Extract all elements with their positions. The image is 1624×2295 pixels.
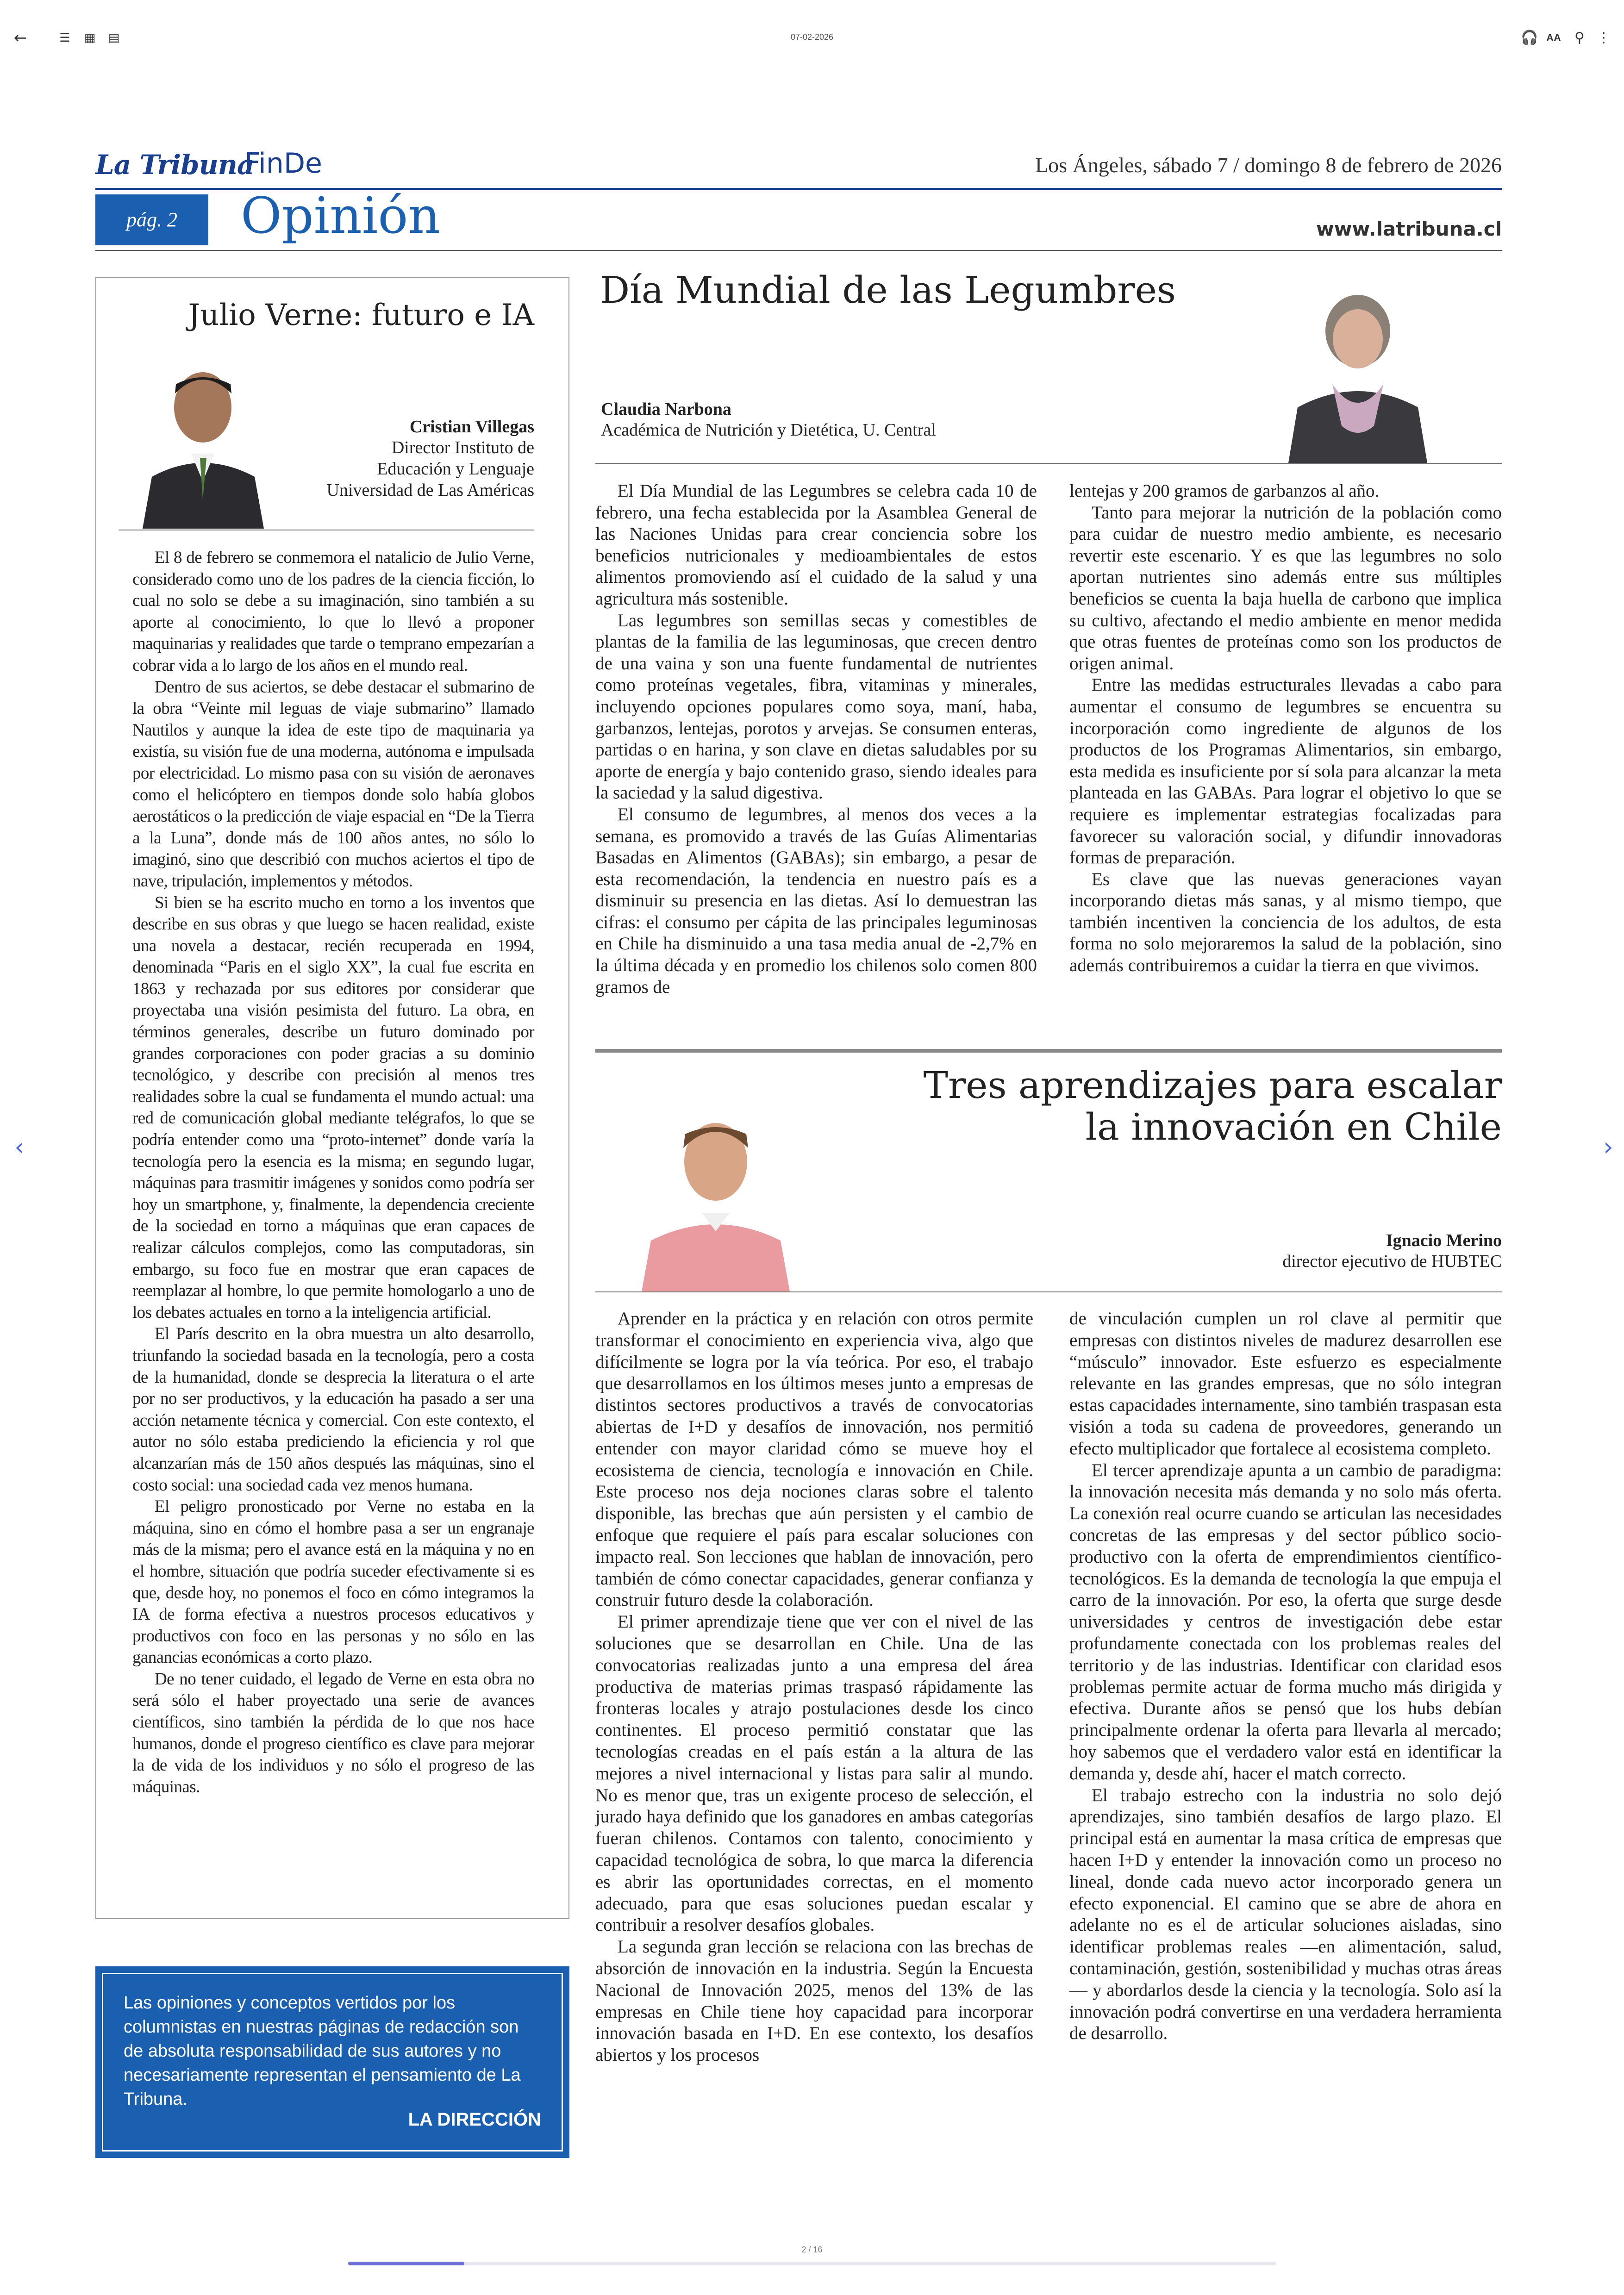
website: www.latribuna.cl: [1316, 218, 1502, 240]
previous-page-button[interactable]: ‹: [14, 1132, 25, 1161]
author-role: Académica de Nutrición y Dietética, U. Central: [601, 420, 936, 440]
article-body: [132, 547, 534, 1798]
author-byline: [1282, 1230, 1502, 1272]
paragraph: de vinculación cumplen un rol clave al permitir que empresas con distintos niveles de madurez desarrollen ese “músculo” innovador. Este esfuerzo es especialmente relevante en las grandes empresas, que no sólo integran estas capacidades internamente, sino también traspasan esta visión a toda su cadena de proveedores, generando un efecto multiplicador que fortalece al ecosistema completo.: [1069, 1309, 1502, 1459]
headphones-icon[interactable]: 🎧: [1521, 30, 1538, 46]
paragraph: El trabajo estrecho con la industria no solo dejó aprendizajes, sino también desafíos de largo plazo. El principal está en aumentar la masa crítica de empresas que hacen I+D y entender la innovación como un proceso no lineal, donde cada nuevo actor incorporado genera un efecto exponencial. El camino que se abre de ahora en adelante no es el de articular soluciones aisladas, sino identificar problemas reales —en alimentación, salud, contaminación, gestión, sostenibilidad y muchas otras áreas— y abordarlos desde la ciencia y la tecnología. Solo así la innovación podrá convertirse en una verdadera herramienta de desarrollo.: [1069, 1785, 1502, 2044]
author-byline: [601, 399, 936, 441]
article-body-col2: [1069, 1308, 1502, 2045]
author-role-line: Educación y Lenguaje: [377, 459, 534, 479]
next-page-button[interactable]: ›: [1603, 1132, 1613, 1161]
newspaper-logo: La Tribuna: [95, 149, 254, 181]
page-indicator: 2 / 16: [801, 2245, 823, 2254]
byline-divider: [595, 463, 1502, 464]
article-separator: [595, 1049, 1502, 1053]
paragraph: lentejas y 200 gramos de garbanzos al año.: [1069, 481, 1380, 501]
author-name: Claudia Narbona: [601, 399, 731, 419]
article-body-col2: [1069, 480, 1502, 977]
paragraph: Es clave que las nuevas generaciones vayan incorporando dietas más sanas, y al mismo tiempo, que también incentiven la conciencia de los adultos, de esta forma no solo mejoraremos la salud de la población, sino además contribuiremos a cuidar la tierra en que vivimos.: [1069, 869, 1502, 976]
page-view-icon[interactable]: ▤: [108, 31, 120, 45]
article-title: Día Mundial de las Legumbres: [600, 268, 1176, 312]
paragraph: Entre las medidas estructurales llevadas a cabo para aumentar el consumo de legumbres se encuentra su incorporación como ingrediente de algunos de los productos de los Programas Alimentarios, sin embargo, esta medida es insuficiente por sí sola para alcanzar la meta planteada en las GABAs. Para lograr el objetivo lo que se requiere es implementar estrategias focalizadas para favorecer su valoración social, y difundir innovadoras formas de preparación.: [1069, 675, 1502, 868]
paragraph: El primer aprendizaje tiene que ver con el nivel de las soluciones que se desarrollan en Chile. Una de las convocatorias realizadas junto a una empresa del área productiva de materias primas traspasó rápidamente las fronteras locales y atrajo postulaciones desde los cinco continentes. El proceso permitió constatar que las tecnologías creadas en el país están a la altura de las mejores a nivel internacional y listas para salir al mundo. No es menor que, tras un exigente proceso de selección, el jurado haya definido que los ganadores en ambas categorías fueran chilenos. Contamos con talento, conocimiento y capacidad tecnológica de sobra, lo que marca la diferencia es abrir las oportunidades correctas, en el momento adecuado, para que esas soluciones puedan escalar y contribuir a resolver desafíos globales.: [595, 1612, 1033, 1935]
paragraph: Si bien se ha escrito mucho en torno a los inventos que describe en sus obras y que luego se hacen realidad, existe una novela a destacar, recién recuperada en 1994, denominada “Paris en el siglo XX”, la cual fue escrita en 1863 y rechazada por sus editores por considerar que proyectaba una visión pesimista del futuro. La obra, en términos generales, describe un futuro dominado por grandes corporaciones con poder gracias a su dominio tecnológico, y describe con precisión al menos tres realidades sobre la cual se fundamenta el mundo actual: una red de comunicación global mediante telégrafos, lo que se podría entender como una “proto-internet” donde varía la tecnología pero la esencia es la misma; en segundo lugar, máquinas para trasmitir imágenes y sonidos como podría ser hoy un smartphone, y, finalmente, la dependencia creciente de la sociedad en torno a máquinas que eran capaces de realizar cálculos complejos, como las computadoras, sin embargo, su foco fue en mostrar que eran capaces de reemplazar al hombre, lo que permite homologarlo a uno de los debates actuales en torno a la inteligencia artificial.: [132, 893, 534, 1322]
article-body-col1: [595, 1308, 1033, 2066]
section-title: Opinión: [241, 187, 440, 245]
paragraph: Dentro de sus aciertos, se debe destacar el submarino de la obra “Veinte mil leguas de viaje submarino” llamado Nautilos y aunque la idea de este tipo de maquinaria ya existía, su visión fue de una moderna, autónoma e impulsada por electricidad. Lo mismo pasa con su visión de aeronaves como el helicóptero en tiempos donde solo había globos aerostáticos o la predicción de viaje espacial en “De la Tierra a la Luna”, donde más de 100 años antes, no sólo lo imaginó, sino que describió con muchos aciertos el tipo de nave, tripulación, implementos y métodos.: [132, 677, 534, 891]
paragraph: El consumo de legumbres, al menos dos veces a la semana, es promovido a través de las Guías Alimentarias Basadas en Alimentos (GABAs); sin embargo, a pesar de esta recomendación, la tendencia en nuestro país es a disminuir su presencia en las dietas. Así lo demuestran las cifras: el consumo per cápita de las principales leguminosas en Chile ha disminuido a una tasa media anual de -2,7% en la última década y en promedio los chilenos solo comen 800 gramos de: [595, 804, 1037, 997]
search-icon[interactable]: ⚲: [1574, 30, 1585, 46]
author-photo-merino: [637, 1106, 794, 1291]
author-role-line: Universidad de Las Américas: [326, 480, 534, 500]
article-verne: [95, 277, 569, 1919]
paragraph: Las legumbres son semillas secas y comestibles de plantas de la familia de las leguminosas, que crecen dentro de una vaina y son una fuente fundamental de nutrientes como proteínas vegetales, fibra, vitaminas y minerales, incluyendo opciones populares como soya, maní, haba, garbanzos, lentejas, porotos y arvejas. Se consumen enteras, partidas o en harina, y son clave en dietas saludables por su aporte de energía y bajo contenido graso, siendo ideales para la saciedad y la salud digestiva.: [595, 610, 1037, 803]
article-title-line: Tres aprendizajes para escalar: [923, 1064, 1502, 1107]
page-progress-bar[interactable]: [348, 2262, 1276, 2265]
editorial-disclaimer: [95, 1966, 569, 2158]
disclaimer-signature: LA DIRECCIÓN: [408, 2109, 541, 2130]
list-icon[interactable]: ☰: [59, 31, 70, 45]
paragraph: El peligro pronosticado por Verne no estaba en la máquina, sino en cómo el hombre pasa a ser un engranaje más de la misma; pero el avance está en la máquina y no en el hombre, situación que podría suceder efectivamente si es que, desde hoy, no ponemos el foco en cómo integramos la IA de forma efectiva a nuestros procesos educativos y productivos con foco en las personas y no sólo en las ganancias económicas a corto plazo.: [132, 1497, 534, 1667]
paragraph: De no tener cuidado, el legado de Verne en esta obra no será sólo el haber proyectado una serie de avances científicos, sino también la pérdida de lo que nos hace humanos, donde el progreso científico es clave para mejorar la de vida de los individuos y no sólo el progreso de las máquinas.: [132, 1669, 534, 1796]
page-label: pág. 2: [95, 194, 208, 245]
paragraph: El 8 de febrero se conmemora el natalicio de Julio Verne, considerado como uno de los padres de la ciencia ficción, lo cual no solo se debe a su imaginación, sino también a su aporte al conocimiento, lo que lo llevó a proponer maquinarias y realidades que tarde o temprano empezarían a cobrar vida a lo largo de los años en el mundo real.: [132, 548, 534, 675]
author-role-line: Director Instituto de: [391, 438, 534, 457]
paragraph: La segunda gran lección se relaciona con las brechas de absorción de innovación en la industria. Según la Encuesta Nacional de Innovación 2025, menos del 13% de las empresas en Chile tiene hoy capacidad para incorporar innovación basada en I+D. En ese contexto, los desafíos abiertos y los procesos: [595, 1937, 1033, 2065]
author-name: Cristian Villegas: [409, 417, 534, 437]
byline-divider: [595, 1291, 1502, 1292]
arrow-left-icon[interactable]: ←: [13, 29, 27, 47]
dateline: Los Ángeles, sábado 7 / domingo 8 de febrero de 2026: [1035, 153, 1502, 177]
issue-date: 07-02-2026: [790, 32, 834, 42]
supplement-name: FinDe: [244, 147, 322, 180]
paragraph: El tercer aprendizaje apunta a un cambio de paradigma: la innovación necesita más demanda y no solo más oferta. La conexión real ocurre cuando se articulan las necesidades concretas de las empresas y del sector público socio-productivo con la oferta de emprendimientos científico-tecnológicos. Es la demanda de tecnología la que empuja el carro de la innovación. Por eso, la oferta que surge desde universidades y centros de investigación debe estar profundamente conectada con los problemas reales del territorio y de las industrias. Identificar con claridad esos problemas permite actuar de forma mucho más dirigida y efectiva. Durante años se pensó que los hubs debían principalmente ordenar la oferta para llevarla al mercado; hoy sabemos que el verdadero valor está en identificar la demanda y, desde ahí, hacer el match correcto.: [1069, 1460, 1502, 1784]
paragraph: El París descrito en la obra muestra un alto desarrollo, triunfando la sociedad basada en la tecnología, pero a costa de la humanidad, donde se desprecia la literatura o el arte por no ser productivos, y la educación ha pasado a ser una acción netamente técnica y comercial. Con este contexto, el autor no sólo estaba prediciendo la eficiencia y rol que alcanzarían más de 150 años después las máquinas, sino el costo social: una sociedad cada vez menos humana.: [132, 1324, 534, 1495]
article-title: Julio Verne: futuro e IA: [188, 298, 534, 332]
section-rule: [95, 250, 1502, 251]
paragraph: Tanto para mejorar la nutrición de la población como para cuidar de nuestro medio ambiente, es necesario revertir este escenario. Y es que las legumbres no solo aportan nutrientes sino además entre sus múltiples beneficios se cuenta la baja huella de carbono que implica su cultivo, afectando el medio ambiente en menor medida que otras fuentes de proteínas como son los productos de origen animal.: [1069, 502, 1502, 674]
grid-icon[interactable]: ▦: [84, 31, 96, 45]
more-vertical-icon[interactable]: ⋮: [1597, 30, 1611, 46]
paragraph: Aprender en la práctica y en relación con otros permite transformar el conocimiento en experiencia viva, algo que difícilmente se logra por la vía teórica. Por eso, el trabajo que desarrollamos en los últimos meses junto a empresas de distintos sectores productivos a través de convocatorias abiertas de I+D y desafíos de innovación, nos permitió entender con mayor claridad cómo se mueve hoy el ecosistema de ciencia, tecnología e innovación en Chile. Este proceso nos deja nociones claras sobre el talento disponible, las brechas que aún persisten y el cambio de enfoque que requiere el país para escalar soluciones con impacto real. Son lecciones que hablan de innovación, pero también de cómo conectar capacidades, generar confianza y construir futuro desde la colaboración.: [595, 1309, 1033, 1610]
article-title-line: la innovación en Chile: [1085, 1105, 1502, 1148]
author-photo-villegas: [133, 361, 272, 529]
disclaimer-text: Las opiniones y conceptos vertidos por los columnistas en nuestras páginas de redacción son de absoluta responsabilidad de sus autores y no necesariamente representan el pensamiento de La Tribuna.: [124, 1993, 521, 2109]
article-body-col1: [595, 480, 1037, 998]
author-photo-narbona: [1281, 287, 1434, 463]
author-byline: [327, 417, 534, 501]
article-title: [924, 1065, 1502, 1148]
text-size-button[interactable]: AA: [1546, 32, 1561, 44]
paragraph: El Día Mundial de las Legumbres se celebra cada 10 de febrero, una fecha establecida por la Asamblea General de las Naciones Unidas para crear conciencia sobre los beneficios nutricionales y medioambientales de estos alimentos promoviendo así el cuidado de la salud y una agricultura más sostenible.: [595, 481, 1037, 609]
author-role: director ejecutivo de HUBTEC: [1282, 1252, 1502, 1271]
author-name: Ignacio Merino: [1386, 1231, 1502, 1250]
page-progress-fill: [348, 2262, 464, 2265]
